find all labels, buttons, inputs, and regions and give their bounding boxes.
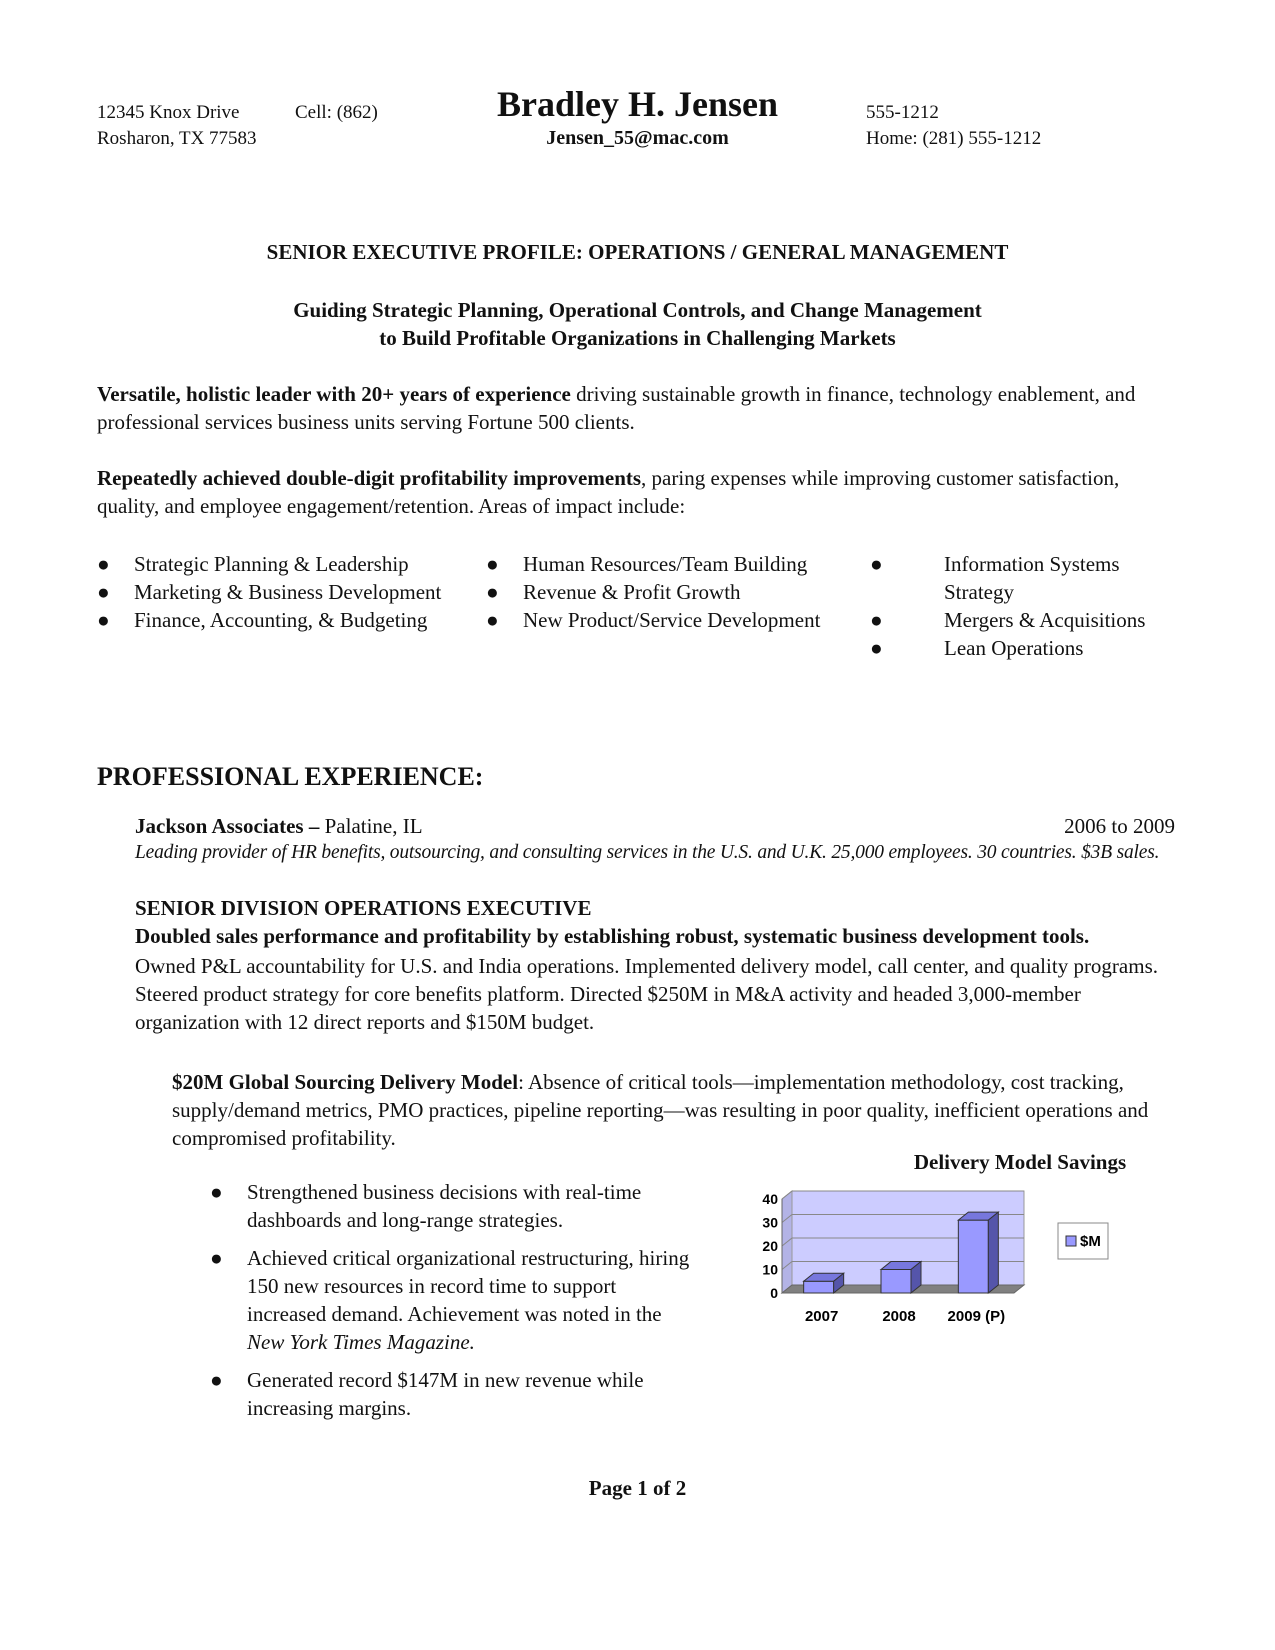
profile-title: SENIOR EXECUTIVE PROFILE: OPERATIONS / GENERAL MANAGEMENT <box>266 240 1009 264</box>
skills-column-3 <box>870 550 1164 662</box>
company-location: Palatine, IL <box>319 814 423 838</box>
achievement-text: Strengthened business decisions with real-time dashboards and long-range strategies. <box>247 1180 642 1232</box>
bullet-icon: ● <box>486 580 499 604</box>
y-tick-label: 30 <box>762 1214 778 1231</box>
skill-label: Marketing & Business Development <box>134 580 442 604</box>
skills-column-1 <box>97 550 441 634</box>
phone-block <box>866 100 1041 152</box>
address-line-2: Rosharon, TX 77583 <box>97 128 257 149</box>
achievement-text: Achieved critical organizational restructuring, hiring 150 new resources in record time to support increased demand. Achievement was noted in the <box>247 1246 690 1326</box>
project-text: : Absence of critical tools—implementation methodology, cost tracking, supply/demand metrics, PMO practices, pipeline reporting—was resulting in poor quality, inefficient operations and compromised profitability. <box>172 1070 1149 1150</box>
skill-label: Revenue & Profit Growth <box>523 580 741 604</box>
job-title: SENIOR DIVISION OPERATIONS EXECUTIVE <box>135 896 592 920</box>
skill-item <box>97 606 441 634</box>
address-line-1: 12345 Knox Drive <box>97 102 240 123</box>
skill-label: Lean Operations <box>944 636 1084 660</box>
tagline-line-1: Guiding Strategic Planning, Operational Controls, and Change Management <box>293 298 982 322</box>
skill-item <box>870 634 1164 662</box>
skill-item <box>486 606 820 634</box>
project-paragraph <box>172 1068 1177 1152</box>
x-tick-label: 2009 (P) <box>947 1308 1006 1325</box>
bullet-icon: ● <box>870 608 883 632</box>
y-tick-label: 0 <box>770 1285 778 1301</box>
bar <box>958 1220 988 1293</box>
home-phone: Home: (281) 555-1212 <box>866 128 1042 149</box>
skill-item <box>870 606 1164 634</box>
skill-label: Strategic Planning & Leadership <box>134 552 409 576</box>
summary-2-text: , paring expenses while improving customer satisfaction, quality, and employee engagement/retention. Areas of impact include: <box>97 466 1120 518</box>
achievement-list <box>210 1178 700 1432</box>
cell-number: 555-1212 <box>866 102 939 123</box>
summary-2-bold: Repeatedly achieved double-digit profitability improvements <box>97 466 642 490</box>
summary-paragraph-2 <box>97 464 1177 520</box>
bullet-icon: ● <box>97 552 110 576</box>
bar <box>804 1281 834 1293</box>
candidate-name: Bradley H. Jensen <box>496 84 778 124</box>
page-number: Page 1 of 2 <box>588 1476 687 1500</box>
job-headline: Doubled sales performance and profitability by establishing robust, systematic business development tools. <box>135 924 1090 948</box>
company-name: Jackson Associates – <box>135 814 320 838</box>
skill-label: Finance, Accounting, & Budgeting <box>134 608 428 632</box>
x-tick-label: 2007 <box>804 1308 839 1325</box>
legend-swatch <box>1066 1236 1076 1246</box>
bullet-icon: ● <box>97 608 110 632</box>
skill-label: Mergers & Acquisitions <box>944 608 1146 632</box>
bullet-icon: ● <box>870 636 883 660</box>
job-description: Owned P&L accountability for U.S. and India operations. Implemented delivery model, call center, and quality programs. Steered product strategy for core benefits platform. Directed $250M in M&A activity and headed 3,000-member organization with 12 direct reports and $150M budget. <box>135 954 1159 1034</box>
legend-label: $M <box>1080 1233 1101 1250</box>
chart-title: Delivery Model Savings <box>913 1150 1127 1174</box>
skill-label: Human Resources/Team Building <box>523 552 808 576</box>
y-tick-label: 40 <box>762 1191 778 1207</box>
skill-item <box>97 578 441 606</box>
bullet-icon: ● <box>97 580 110 604</box>
skills-column-2 <box>486 550 820 634</box>
y-tick-label: 20 <box>762 1238 778 1254</box>
skill-item <box>97 550 441 578</box>
bullet-icon: ● <box>210 1368 223 1392</box>
skill-label: New Product/Service Development <box>523 608 821 632</box>
email: Jensen_55@mac.com <box>546 127 729 149</box>
employment-dates: 2006 to 2009 <box>1064 814 1175 838</box>
project-title: $20M Global Sourcing Delivery Model <box>172 1070 519 1094</box>
bullet-icon: ● <box>486 608 499 632</box>
bullet-icon: ● <box>210 1180 223 1204</box>
company-line <box>135 814 423 839</box>
skill-item <box>486 550 820 578</box>
summary-1-bold: Versatile, holistic leader with 20+ years of experience <box>97 382 571 406</box>
cell-label: Cell: (862) <box>295 102 378 123</box>
achievement-item <box>210 1178 700 1234</box>
bar <box>881 1270 911 1294</box>
skill-item <box>486 578 820 606</box>
tagline <box>0 296 1275 352</box>
summary-paragraph-1 <box>97 380 1177 436</box>
savings-bar-chart <box>760 1185 1160 1395</box>
achievement-text: Generated record $147M in new revenue while increasing margins. <box>247 1368 644 1420</box>
bullet-icon: ● <box>486 552 499 576</box>
bullet-icon: ● <box>210 1246 223 1270</box>
publication-name: New York Times Magazine. <box>247 1330 475 1354</box>
y-tick-label: 10 <box>762 1261 778 1278</box>
x-tick-label: 2008 <box>882 1308 916 1325</box>
achievement-item <box>210 1366 700 1422</box>
skill-item <box>870 550 1164 606</box>
skill-label: Information Systems Strategy <box>944 552 1120 604</box>
experience-section-title: PROFESSIONAL EXPERIENCE: <box>97 762 484 791</box>
bar-side <box>988 1212 998 1293</box>
tagline-line-2: to Build Profitable Organizations in Challenging Markets <box>379 326 896 350</box>
bullet-icon: ● <box>870 552 883 576</box>
achievement-item <box>210 1244 700 1356</box>
summary-1-text: driving sustainable growth in finance, technology enablement, and professional services business units serving Fortune 500 clients. <box>97 382 1136 434</box>
company-description: Leading provider of HR benefits, outsourcing, and consulting services in the U.S. and U.K. 25,000 employees. 30 countries. $3B sales. <box>135 842 1160 863</box>
